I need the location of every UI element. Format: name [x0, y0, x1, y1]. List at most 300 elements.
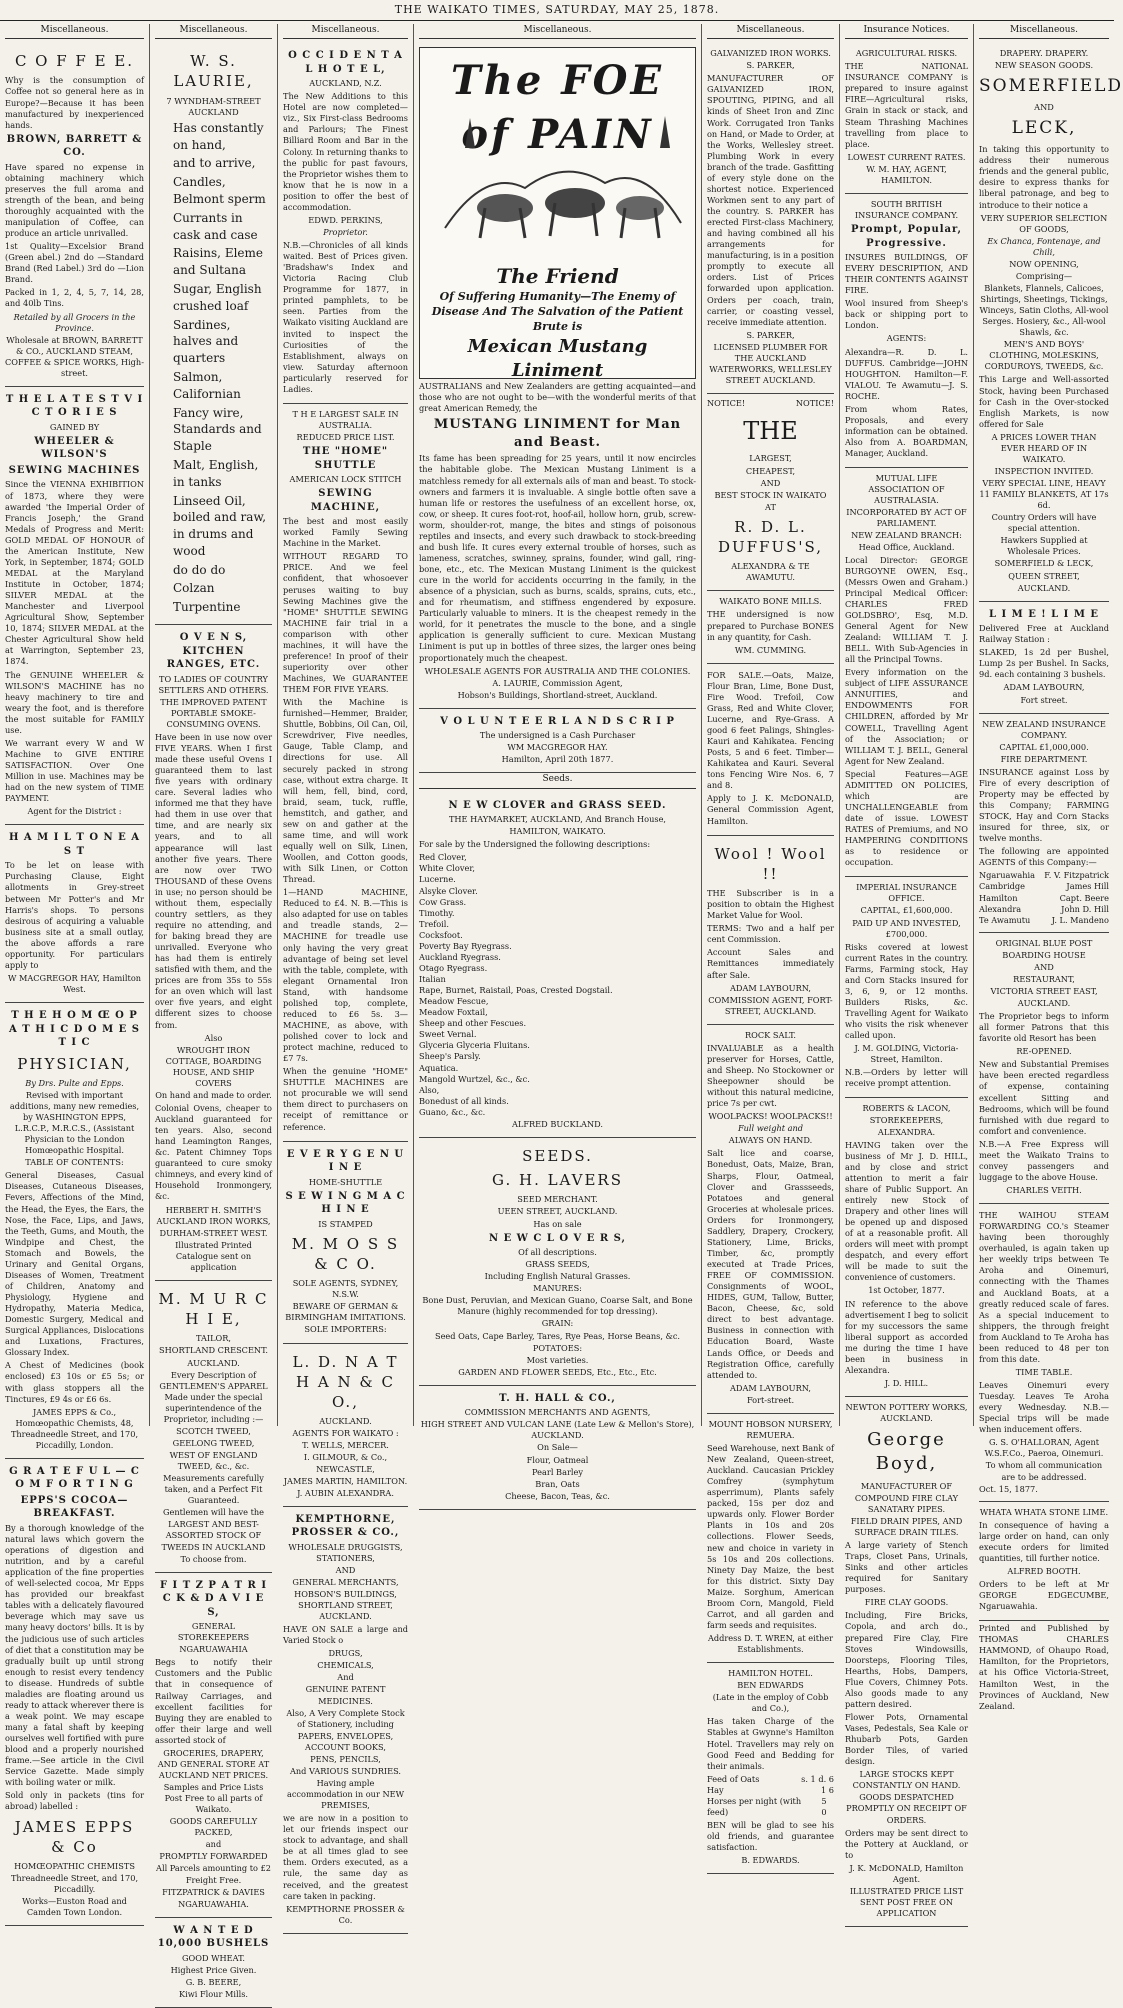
- ad-text: AUCKLAND, N.Z.: [309, 78, 382, 89]
- ad-text: VICTORIA STREET EAST,: [990, 985, 1098, 996]
- agent-row: [979, 915, 1109, 926]
- ad-text: AUCKLAND.: [1017, 998, 1071, 1009]
- ad-title: SEEDS.: [522, 1146, 593, 1165]
- ad-text: 1st October, 1877.: [868, 1285, 945, 1296]
- mustang-banner: [419, 47, 696, 379]
- banner-script-body: Of Suffering Humanity—The Enemy of Disease And The Salvation of the Patient Brute is: [431, 290, 684, 333]
- ad-text: GENERAL STOREKEEPERS: [177, 1621, 250, 1643]
- ad-text: Fort street.: [1020, 694, 1068, 705]
- ad-text: LARGEST AND BEST-ASSORTED STOCK OF TWEEDS IN AUCKLAND: [161, 1519, 266, 1552]
- agent-row: [979, 870, 1109, 881]
- agent-row: [979, 881, 1109, 892]
- ad-title: F I T Z P A T R I C K & D A V I E S,: [159, 1579, 268, 1618]
- ad-text: A large variety of Stench Traps, Closet Pans, Urinals, Sinks and other articles required for Sanitary purposes.: [845, 1540, 968, 1595]
- home-shuttle-ad: [283, 404, 408, 1142]
- ad-title: M. M U R C H I E,: [158, 1289, 269, 1329]
- ad-text: AGENTS:: [886, 333, 927, 344]
- ad-text: A Chest of Medicines (book enclosed) £3 10s or £5 5s; or with glass stoppers all the Tinctures, £9 4s or £6 6s.: [5, 1360, 144, 1404]
- ad-text: PROMPTLY FORWARDED: [159, 1851, 268, 1862]
- ad-text: Salt lice and coarse, Bonedust, Oats, Maize, Bran, Sharps, Flour, Oatmeal, Clover and Grassseeds, Potatoes and general Groceries at wholesale prices. Orders for Ironmongery, Saddlery, Drapery, Crockery, Stationery, Lime, Bricks, Timber, &c, promptly executed at Trade Prices, FREE OF COMMISSION. Consignments of WOOL, HIDES, GUM, Tallow, Butter, Bacon, Cheese, &c, sold direct to best advantage. Business in connection with Education Board, Waste Lands Office, or Deeds and Registration Office, carefully attended to.: [707, 1148, 834, 1380]
- notice-row: [707, 398, 834, 409]
- ad-text: GROCERIES, DRAPERY, AND GENERAL STORE AT AUCKLAND NET PRICES.: [157, 1747, 270, 1780]
- ad-text: ILLUSTRATED PRICE LIST SENT POST FREE ON APPLICATION: [849, 1885, 964, 1919]
- ad-text: Country Orders will have special attention.: [991, 512, 1097, 534]
- ad-text: On Sale—: [537, 1442, 578, 1453]
- ad-text: UEEN STREET, AUCKLAND.: [497, 1206, 618, 1217]
- column-heading: Miscellaneous.: [707, 24, 834, 39]
- ad-text: INCORPORATED BY ACT OF PARLIAMENT.: [846, 507, 967, 529]
- list-item: And: [337, 1672, 354, 1683]
- ad-text: AUCKLAND.: [1017, 582, 1071, 593]
- ad-text: Hamilton, April 20th 1877.: [501, 754, 614, 765]
- wheeler-wilson-ad: [5, 387, 144, 825]
- ad-firm: EDWD. PERKINS,: [308, 214, 383, 225]
- ad-firm: ADAM LAYBOURN,: [1003, 682, 1085, 693]
- column-heading: Miscellaneous.: [419, 24, 696, 39]
- list-item: SCOTCH TWEED,: [176, 1425, 251, 1436]
- ad-text: The following are appointed AGENTS of this Company:—: [979, 846, 1109, 868]
- ad-firm: W. M. HAY, AGENT, HAMILTON.: [866, 163, 947, 185]
- ad-text: Including English Natural Grasses.: [484, 1271, 631, 1282]
- imprint: Printed and Published by THOMAS CHARLES HAMMOND, of Ohaupo Road, Hamilton, for the Proprietors, at his Office Victoria-Street, Hamilton West, in the Provinces of Auckland, New Zealand.: [979, 1623, 1109, 1711]
- ad-text: HAMILTON, WAIKATO.: [509, 826, 606, 837]
- ad-text: THE Subscriber is in a position to obtain the Highest Market Value for Wool.: [707, 888, 834, 921]
- ad-text: TERMS: Two and a half per cent Commission.: [707, 923, 834, 945]
- ad-text: AUCKLAND.: [187, 1357, 240, 1368]
- list-item: Poverty Bay Ryegrass.: [419, 940, 512, 951]
- ad-text: Every information on the subject of LIFE ASSURANCE ANNUITIES, and ENDOWMENTS FOR CHILDREN, afforded by Mr COWELL, Travelling Agent of the Association; or WILLIAM T. J. BELL, General Agent for New Zealand.: [845, 667, 968, 766]
- list-item: PAPERS, ENVELOPES, ACCOUNT BOOKS,: [297, 1730, 394, 1752]
- price-item: Horses per night (with feed): [707, 1795, 802, 1817]
- notice-left: NOTICE!: [707, 398, 746, 409]
- ad-firm: SOMERFIELD: [979, 76, 1123, 97]
- ad-text: AUCKLAND.: [319, 1416, 372, 1427]
- ad-text: GRASS SEEDS,: [525, 1259, 590, 1270]
- waihou-steam-ad: [979, 1204, 1109, 1502]
- ad-text: Revised with important additions, many new remedies, by WASHINGTON EPPS, L.R.C.P., M.R.C.S., (Assistant Physician to the London Homœopathic Hospital.: [9, 1089, 140, 1156]
- whata-whata-ad: [979, 1502, 1109, 1622]
- ad-text: SOLE IMPORTERS:: [304, 1324, 387, 1335]
- list-item: And VARIOUS SUNDRIES.: [289, 1765, 402, 1776]
- ad-text: MANUFACTURER OF: [860, 1480, 953, 1491]
- list-item: Linseed Oil, boiled and raw, in drums and wood: [173, 493, 267, 558]
- coffee-ad: [5, 43, 144, 387]
- ad-text: Flower Pots, Ornamental Vases, Pedestals, Sea Kale or Rhubarb Pots, Garden Border Tiles, of varied design.: [845, 1711, 968, 1767]
- ad-text: MANURES:: [533, 1283, 582, 1294]
- list-item: Bonedust of all kinds.: [419, 1095, 509, 1106]
- ad-text: In consequence of having a large order on hand, can only execute orders for limited quantities, till further notice.: [979, 1519, 1109, 1563]
- column-heading: Insurance Notices.: [845, 24, 968, 39]
- ad-text: we are now in a position to let our friends inspect our stock to advantage, and shall be at all times glad to see them. Orders executed, as a rule, the same day as received, and the greatest care taken in packing.: [283, 1813, 408, 1901]
- ad-title: Wool ! Wool !!: [714, 844, 827, 883]
- ad-text: Packed in 1, 2, 4, 5, 7, 14, 28, and 40lb Tins.: [5, 287, 144, 309]
- list-item: Colzan: [173, 581, 215, 596]
- list-item: Candles, Belmont sperm: [173, 175, 266, 206]
- ad-text: Also: [204, 1032, 223, 1043]
- list-item: Otago Ryegrass.: [419, 962, 488, 973]
- ad-title: H A M I L T O N E A S T: [9, 832, 140, 857]
- column-3: [278, 24, 414, 1925]
- buckland-seeds-ad: [419, 793, 696, 1138]
- ad-text: N.B.—Chronicles of all kinds waited. Best of Prices given. 'Bradshaw's Index and Victoria Racing Club Programme for 1877, in printed pamphlets, to be seen. Parties from the Waikato visiting Auckland are invited to inspect the Curiosities of the Establishment, always on view. Saturday afternoon particularly reserved for Ladies.: [283, 240, 408, 394]
- ad-text: DURHAM-STREET WEST.: [159, 1227, 268, 1238]
- ad-text: LOWEST CURRENT RATES.: [847, 151, 966, 162]
- ad-text: Hawkers Supplied at Wholesale Prices.: [1000, 535, 1088, 557]
- ad-text: INSURES BUILDINGS, OF EVERY DESCRIPTION, AND THEIR CONTENTS AGAINST FIRE.: [845, 252, 968, 296]
- ad-text: LARGE STOCKS KEPT CONSTANTLY ON HAND.: [852, 1769, 961, 1791]
- ad-text: All Parcels amounting to £2 Freight Free.: [156, 1863, 271, 1885]
- ad-text: AUSTRALIANS and New Zealanders are getting acquainted—and those who are not ought to be—with the wonderful merits of that great American Remedy, the: [419, 381, 696, 414]
- ad-text: The best and most easily worked Family Sewing Machine in the Market.: [283, 516, 408, 549]
- price-row: [707, 1785, 834, 1796]
- ad-text: COMMISSION MERCHANTS AND AGENTS,: [464, 1407, 651, 1418]
- ad-firm: FITZPATRICK & DAVIES: [162, 1886, 265, 1897]
- ad-text: We warrant every W and W Machine to GIVE ENTIRE SATISFACTION. Over One Million in use. Machines may be had on the new system of TIME PAYMENT.: [5, 737, 144, 804]
- column-heading: Miscellaneous.: [5, 24, 144, 39]
- ad-text: New and Substantial Premises have been erected regardless of expense, containing excellent Sitting and Bedrooms, which will be found furnished with due regard to comfort and convenience.: [979, 1059, 1109, 1136]
- ad-text: SHORTLAND CRESCENT.: [159, 1345, 268, 1356]
- ad-text: Comprising—: [1015, 270, 1073, 281]
- ad-firm: WM MACGREGOR HAY.: [507, 742, 608, 753]
- banner-script: [430, 263, 685, 383]
- ad-title: O V E N S, KITCHEN RANGES, ETC.: [166, 632, 261, 671]
- ad-firm: BEN EDWARDS: [737, 1680, 804, 1691]
- ad-text: Orders to be left at Mr GEORGE EDGECUMBE, Ngaruawahia.: [979, 1579, 1109, 1612]
- ad-text: Having ample accommodation in our NEW PREMISES,: [286, 1777, 405, 1811]
- ad-subtitle: S E W I N G M A C H I N E: [285, 1190, 406, 1216]
- ad-firm: B. EDWARDS.: [741, 1855, 800, 1866]
- ad-text: Agent for the District :: [27, 806, 122, 817]
- ad-title: GALVANIZED IRON WORKS.: [710, 48, 831, 59]
- list-item: Alsyke Clover.: [419, 885, 478, 896]
- ad-subtitle: EPPS'S COCOA—BREAKFAST.: [20, 1494, 129, 1520]
- list-item: Salmon, Californian: [173, 369, 241, 401]
- ad-text: Full weight and: [737, 1123, 804, 1134]
- blue-post-ad: [979, 933, 1109, 1204]
- price-row: [707, 1796, 834, 1818]
- list-item: Also,: [419, 1084, 440, 1095]
- column-4: [414, 24, 702, 1501]
- list-item: Glyceria Glyceria Fluitans.: [419, 1040, 530, 1051]
- ad-text: NGARUAWAHIA: [179, 1644, 248, 1655]
- ad-text: Ex Chanca, Fontenaye, and Chili,: [987, 235, 1101, 257]
- list-item: Timothy.: [419, 907, 455, 918]
- ad-title: DRAPERY. DRAPERY.: [999, 48, 1089, 59]
- ad-text: Risks covered at lowest current Rates in the country. Farms, Farming stock, Hay and Corn Stacks insured for 3, 6, 9, or 12 months. Builders Risks, &c. Travelling Agent for Waikato who visits the risk whenever called upon.: [845, 941, 968, 1041]
- ad-text: GOODS DESPATCHED PROMPTLY ON RECEIPT OF ORDERS.: [846, 1792, 967, 1825]
- list-item: Cow Grass.: [419, 896, 467, 907]
- ad-text: VERY SPECIAL LINE, HEAVY 11 FAMILY BLANKETS, AT 17s 6d.: [979, 478, 1109, 511]
- hall-ad: [419, 1386, 696, 1510]
- ad-text: WHOLESALE AGENTS FOR AUSTRALIA AND THE COLONIES.: [424, 665, 691, 676]
- ad-text: MANUFACTURER OF GALVANIZED IRON, SPOUTING, PIPING, and all kinds of Sheet Iron and Zinc Work. Corrugated Iron Tanks on Hand, or Made to Order, at the Works, Wellesley street. Plumbing Work in every branch of the trade. Gasfitting of every style done on the shortest notice. Experienced Workmen sent to any part of the country. S. PARKER has erected First-class Machinery, and having combined all his arrangements for manufacturing, is in a position promptly to execute all orders. List of Prices forwarded upon application. Orders per coach, train, carrier, or coasting vessel, receive immediate attention.: [707, 73, 835, 327]
- ad-subtitle: PHYSICIAN,: [17, 1054, 132, 1073]
- ad-text: From whom Rates, Proposals, and every information can be obtained. Also from A. BOARDMAN, Manager, Auckland.: [845, 403, 968, 459]
- ad-text: BEWARE OF GERMAN & BIRMINGHAM IMITATIONS.: [285, 1301, 406, 1323]
- ad-text: GAINED BY: [49, 421, 100, 432]
- ad-text: The Proprietor begs to inform all former Patrons that this favorite old Resort has been: [979, 1011, 1109, 1044]
- ad-title: T H E H O M Œ O P A T H I C D O M E S T I C: [9, 1010, 140, 1049]
- ad-title: L. D. N A T H A N & C O.,: [292, 1352, 399, 1412]
- ad-text: NOW OPENING,: [1009, 258, 1079, 269]
- ad-text: GENERAL MERCHANTS,: [292, 1576, 399, 1587]
- ad-title: NEW ZEALAND INSURANCE COMPANY.: [982, 718, 1106, 740]
- masthead: THE WAIKATO TIMES, SATURDAY, MAY 25, 1878.: [0, 0, 1114, 21]
- ad-title: WOOLPACKS! WOOLPACKS!!: [708, 1111, 833, 1122]
- ad-text: JAMES EPPS & Co., Homœopathic Chemists, 48, Threadneedle Street, and 170, Piccadilly, London.: [10, 1406, 139, 1450]
- seeds-row: [419, 773, 696, 1509]
- ad-firm: BROWN, BARRETT & CO.: [6, 133, 143, 159]
- ad-text: AND: [1034, 961, 1054, 972]
- banner-script-title: The Friend: [496, 264, 619, 289]
- homeopathic-ad: [5, 1003, 144, 1459]
- ad-text: HAVE ON SALE a large and Varied Stock o: [283, 1624, 408, 1646]
- list-item: Meadow Foxtail,: [419, 1007, 488, 1018]
- agent-name: John D. Hill: [1061, 903, 1109, 914]
- list-item: Italian: [419, 974, 446, 984]
- agent-name: James Hill: [1066, 881, 1109, 892]
- ad-text: BOARDING HOUSE: [1002, 949, 1086, 960]
- ad-title: W. S. LAURIE,: [173, 52, 254, 91]
- list-item: GENUINE PATENT MEDICINES.: [305, 1684, 386, 1706]
- ad-text: This Large and Well-assorted Stock, having been Purchased for Cash in the Over-stocked English Markets, is now offered for Sale: [979, 374, 1109, 429]
- ad-text: GARDEN AND FLOWER SEEDS, Etc., Etc., Etc.: [458, 1366, 657, 1377]
- list-item: Malt, English, in tanks: [173, 457, 259, 489]
- ad-text: NEW ZEALAND BRANCH: Head Office, Auckland.: [851, 530, 962, 552]
- ad-firm: R. D. L. DUFFUS'S,: [717, 517, 824, 557]
- ad-text: RESTAURANT,: [1013, 973, 1075, 984]
- list-item: JAMES MARTIN, HAMILTON.: [283, 1475, 408, 1486]
- ad-text: AMERICAN LOCK STITCH: [289, 474, 402, 485]
- ad-text: TIME TABLE.: [1015, 1366, 1073, 1377]
- ad-text: QUEEN STREET,: [1008, 570, 1080, 581]
- ad-text: HOME-SHUTTLE: [308, 1176, 383, 1187]
- ad-text: N E W C L O V E R S,: [488, 1232, 627, 1244]
- ad-text: TABLE OF CONTENTS:: [25, 1157, 124, 1168]
- ad-text: SLAKED, 1s 2d per Bushel, Lump 2s per Bushel. In Sacks, 9d. each containing 3 bushels.: [979, 647, 1109, 680]
- ad-text: Proprietor.: [323, 226, 368, 237]
- list-item: Guano, &c., &c.: [419, 1106, 486, 1117]
- galvanized-iron-ad: [707, 43, 834, 394]
- ad-text: Local Director: GEORGE BURGOYNE OWEN, Esq., (Messrs Owen and Graham.) Principal Medical Officer: CHARLES FRED GOLDSBRO', Esq, M.D. General Agent for New Zealand: WILLIAM T. J. BELL. With Sub-Agencies in all the Principal Towns.: [845, 554, 968, 665]
- ad-text: AND: [760, 477, 781, 488]
- ad-text: TAILOR,: [195, 1333, 232, 1344]
- list-item: Red Clover,: [419, 852, 467, 863]
- ad-text: GOOD WHEAT.: [182, 1952, 245, 1963]
- ad-text: The New Additions to this Hotel are now completed—viz., Six First-class Bedrooms and Parlours; The Finest Billiard Room and Bar in the Colony. In returning thanks to the public for past favours, the Proprietor wishes them to know that he is now in a position to offer the best of accommodation.: [283, 91, 408, 212]
- hamilton-hotel-ad: [707, 1663, 834, 1874]
- ad-text: Including, Fire Bricks, Copola, and arch do., prepared Fire Clay, Fire Stoves Windowsills, Doorsteps, Flooring Tiles, Hearths, Hobs, Dampers, Flue Covers, Chimney Pots. Also goods made to any pattern desired.: [845, 1610, 968, 1709]
- ad-text: GRAIN:: [541, 1318, 574, 1329]
- agent-town: Ngaruawahia: [979, 870, 1036, 881]
- rock-salt-ad: [707, 1025, 834, 1414]
- ad-text: BEST STOCK IN WAIKATO: [714, 489, 827, 500]
- ad-text: N.B.—A Free Express will meet the Waikato Trains to convey passengers and luggage to the above House.: [979, 1138, 1109, 1182]
- murchie-ad: [155, 1281, 272, 1573]
- ad-text: 1—HAND MACHINE, Reduced to £4. N. B.—This is also adapted for use on tables and treadle stands, 2—MACHINE for treadle use only having the very great advantage of being set level with the table, complete, with elegant Ornamental Iron Stand, with handsome polished top, complete, reduced to £6 5s. 3—MACHINE, as above, with polished cover to lock and protect machine, reduced to £7 7s.: [283, 887, 408, 1064]
- price-value: s. 1 d. 6: [801, 1773, 834, 1784]
- ad-text: AND: [1034, 102, 1054, 113]
- ad-text: Gentlemen will have the: [162, 1507, 264, 1518]
- ad-text: HOMŒOPATHIC CHEMISTS: [14, 1861, 135, 1872]
- ovens-ad: [155, 625, 272, 1281]
- ad-firm: ALFRED BOOTH.: [1007, 1565, 1081, 1576]
- price-item: Hay: [707, 1784, 724, 1795]
- ad-text: WITHOUT REGARD TO PRICE. And we feel confident, that whosoever peruses waiting to buy Sewing Machines give the "HOME" SHUTTLE SEWING MACHINE fair trial in a comparison with other machines, it will have the preference! In proof of their superiority over other Machines, We GUARANTEE THEM FOR FIVE YEARS.: [283, 551, 408, 695]
- ad-text: RE-OPENED.: [1016, 1046, 1072, 1057]
- ad-text: THE NATIONAL INSURANCE COMPANY is prepared to insure against FIRE—Agricultural risks, Grain in stack or stack, and Steam Thrashing Machines travelling from place to place.: [845, 61, 968, 149]
- ad-text: Seed Oats, Cape Barley, Tares, Rye Peas, Horse Beans, &c.: [434, 1330, 681, 1341]
- ad-text: When the genuine "HOME" SHUTTLE MACHINES are not procurable we will send them direct to purchasers on receipt of remittance or reference.: [283, 1066, 408, 1132]
- ad-text: GOODS CAREFULLY PACKED,: [169, 1816, 258, 1838]
- ad-text: The GENUINE WHEELER & WILSON'S MACHINE has no heavy machinery to tire and weary the foot, and is therefore the most suitable for FAMILY use.: [5, 669, 144, 735]
- ad-text: Has on sale: [533, 1218, 582, 1229]
- ad-title: AGRICULTURAL RISKS.: [855, 48, 958, 59]
- ad-text: Account Sales and Remittances immediately after Sale.: [707, 947, 834, 980]
- ad-text: Special Features—AGE ADMITTED ON POLICIES, which are UNCHALLENGEABLE from date of issue. LOWEST RATES of Premiums, and NO HAMPERING CONDITIONS as to residence or occupation.: [845, 768, 968, 868]
- agent-town: Te Awamutu: [979, 914, 1031, 925]
- nathan-ad: [283, 1344, 408, 1507]
- ad-text: REDUCED PRICE LIST.: [296, 432, 395, 443]
- ad-firm: J. D. HILL.: [884, 1377, 929, 1388]
- mustang-liniment-ad: [419, 43, 696, 709]
- ad-title: SOUTH BRITISH INSURANCE COMPANY.: [854, 198, 959, 220]
- ad-text: HOBSON'S BUILDINGS, SHORTLAND STREET, AUCKLAND.: [294, 1588, 397, 1622]
- lavers-ad: [419, 1138, 696, 1386]
- ad-text: N.B.—Orders by letter will receive prompt attention.: [845, 1067, 968, 1089]
- ad-text: Works—Euston Road and Camden Town London.: [22, 1896, 127, 1918]
- lime-ad: [979, 602, 1109, 714]
- ad-text: FIELD DRAIN PIPES, AND SURFACE DRAIN TILES.: [850, 1515, 963, 1537]
- ad-text: On hand and made to order.: [155, 1089, 272, 1100]
- ad-text: NEW SEASON GOODS.: [994, 60, 1094, 71]
- ad-text: Leaves Oinemuri every Tuesday. Leaves Te Aroha every Wednesday. N.B.—Special trips will be made when inducement offers.: [979, 1380, 1109, 1435]
- ad-text: ALEXANDRA.: [877, 1126, 936, 1137]
- nz-insurance-ad: [979, 714, 1109, 933]
- ad-text: W MACGREGOR HAY, Hamilton West.: [7, 972, 142, 995]
- ad-text: VERY SUPERIOR SELECTION OF GOODS,: [980, 212, 1108, 234]
- column-heading: Miscellaneous.: [155, 24, 272, 39]
- list-item: Sweet Vernal.: [419, 1029, 477, 1040]
- ad-text: IS STAMPED: [318, 1218, 373, 1229]
- agent-row: [979, 904, 1109, 915]
- ad-text: and: [205, 1839, 222, 1850]
- ad-title: T H E L A T E S T V I C T O R I E S: [5, 393, 144, 419]
- ad-text: Fort-street.: [746, 1394, 795, 1405]
- column-6: [840, 24, 974, 1919]
- ad-subtitle: SEWING MACHINES: [8, 464, 141, 476]
- goods-list: [155, 174, 272, 616]
- ad-title: T H E LARGEST SALE IN AUSTRALIA.: [292, 408, 399, 430]
- column-1: [0, 24, 150, 1918]
- list-item: Turpentine: [173, 600, 241, 615]
- ad-text: Seed Warehouse, next Bank of New Zealand, Queen-street, Auckland. Caucasian Prickley Comfrey (symphytum asperrimum), Plants safely packed, 15s per doz and upwards only. Flower Border Plants in 10s and 20s collections. Flower Seeds, new and choice in variety in 5s 10s and 20s collections. Ninety Day Maize, the best for this district. Sixty Day Maize. Sorghum, American Broom Corn, Mangold, Field Carrot, and all garden and farm seeds and requisites.: [707, 1442, 834, 1630]
- epps-cocoa-ad: [5, 1459, 144, 1926]
- ad-firm: G. B. BEERE,: [185, 1976, 242, 1987]
- ad-firm: THE "HOME" SHUTTLE: [302, 446, 389, 471]
- ad-text: Orders may be sent direct to the Pottery at Auckland, or to: [845, 1827, 968, 1860]
- list-item: CHEMICALS,: [317, 1660, 374, 1671]
- list-item: Trefoil.: [419, 918, 450, 929]
- list-item: Cocksfoot.: [419, 929, 463, 940]
- ad-text: To choose from.: [180, 1553, 247, 1564]
- list-item: Flour, Oatmeal: [526, 1454, 589, 1465]
- ad-title: WHATA WHATA STONE LIME.: [979, 1506, 1109, 1517]
- list-item: Cheese, Bacon, Teas, &c.: [505, 1490, 610, 1501]
- ad-title: THE: [743, 417, 798, 446]
- ad-text: Hobson's Buildings, Shortland-street, Auckland.: [457, 689, 658, 700]
- price-item: Feed of Oats: [707, 1773, 760, 1784]
- banner-script-product: Mexican Mustang Liniment: [467, 335, 648, 381]
- list-item: T. WELLS, MERCER.: [302, 1440, 389, 1451]
- ad-text: G. S. O'HALLORAN, Agent W.S.F.Co., Paeroa, Oinemuri.: [984, 1437, 1104, 1459]
- ad-text: Threadneedle Street, and 170, Piccadilly.: [10, 1873, 139, 1895]
- ad-title: MUTUAL LIFE ASSOCIATION OF AUSTRALASIA.: [868, 473, 945, 506]
- column-heading: Miscellaneous.: [979, 24, 1109, 39]
- ad-text: THE IMPROVED PATENT PORTABLE SMOKE-CONSUMING OVENS.: [160, 696, 267, 729]
- ad-text: Have been in use now over FIVE YEARS. When I first made these useful Ovens I guaranteed them to last five years with ordinary care. Several ladies who informed me that they have had them in use over that time, and are nearly six years, and to all appearance will last another five years. There are now over TWO THOUSAND of these Ovens in use; no person should be without them, especially country settlers, as they require no attending, and for baking bread they are unrivalled. Everyone who has had them is entirely satisfied with them, and the prices are from 35s to 55s for an oven which will last over five years, and eight different sizes to choose from.: [155, 731, 272, 1030]
- ad-text: PAID UP AND INVESTED, £700,000.: [852, 917, 961, 939]
- ad-text: AND: [335, 1564, 356, 1575]
- ad-text: HAVING taken over the business of Mr J. D. HILL, and by close and strict attention to merit a fair share of Public Support. An entirely new Stock of Drapery and other lines will be opened up and disposed of at a reasonable profit. All orders will meet with prompt despatch, and every effort will be made to suit the convenience of customers.: [845, 1139, 968, 1283]
- ad-text: INVALUABLE as a health preserver for Horses, Cattle, and Sheep. No Stockowner or Sheepowner should be without this natural medicine, price 7s per cwt.: [707, 1042, 834, 1109]
- ad-text: INSURANCE against Loss by Fire of every description of Property may be effected by this Company; FARMING STOCK, Hay and Corn Stacks insured for three, six, or twelve months.: [979, 766, 1109, 844]
- ad-text: Kiwi Flour Mills.: [178, 1988, 249, 1999]
- price-row: [707, 1774, 834, 1785]
- ad-text: Alexandra—R. D. L. DUFFUS. Cambridge—JOHN HOUGHTON. Hamilton—F. VIALOU. Te Awamutu—J. S. ROCHE.: [845, 346, 968, 401]
- ad-text: (Late in the employ of Cobb and Co.),: [712, 1692, 829, 1714]
- ad-text: Bone Dust, Peruvian, and Mexican Guano, Coarse Salt, and Bone Manure (highly recommended for top dressing).: [422, 1295, 693, 1317]
- ad-text: WHOLESALE DRUGGISTS, STATIONERS,: [288, 1541, 403, 1563]
- ad-title: W A N T E D 10,000 BUSHELS: [157, 1924, 270, 1950]
- ad-firm: George Boyd,: [867, 1429, 946, 1475]
- ad-title: HAMILTON HOTEL.: [728, 1668, 813, 1679]
- price-value: 5 0: [821, 1795, 827, 1817]
- ad-title: T. H. HALL & CO.,: [499, 1392, 616, 1404]
- ad-text: Since the VIENNA EXHIBITION of 1873, where they were awarded 'the Imperial Order of Francis Joseph,' the Grand Medals of Progress and Merit: GOLD MEDAL OF HONOUR of the American Institute, New York, in September, 1874; GOLD MEDAL at the Maryland Institute in October, 1874; SILVER MEDAL at the Manchester and Liverpool Agricultural Show, September 10, 1874; SILVER MEDAL at the Chester Agricultural Show held at Warrington, September 23, 1874.: [5, 479, 144, 667]
- ad-firm: CHARLES VEITH.: [1006, 1185, 1082, 1196]
- wool-ad: [707, 836, 834, 1025]
- list-item: White Clover,: [419, 863, 475, 874]
- ad-text: Its fame has been spreading for 25 years, until it now encircles the habitable globe. The Mexican Mustang Liniment is a matchless remedy for all externals ails of man and beast. To stock-owners and farmers it is invaluable. A single bottle often save a human life or restores the usefulness of an excellent horse, ox, cow, or sheep. It cures foot-rot, hoof-ail, hollow horn, grub, screw-worm, shoulder-rot, mange, the bites and stings of poisonous reptiles and insects, and every such drawback to stock-breeding and bush life. It cures every external trouble of horses, such as lameness, scratches, swinney, sprains, founder, wind gall, ring-bone, etc., etc. The Mexican Mustang Liniment is the quickest cure in the world for accidents occurring in the family, in the absence of a physician, such as burns, scalds, sprains, cuts, etc., and for rheumatism, and stiffness engendered by exposure. Particularly valuable to miners. It is the cheapest remedy in the world, for it penetrates the muscle to the bone, and a single application is generally sufficient to cure. Mexican Mustang Liniment is put up in bottles of three sizes, the larger ones being proportionately much the cheapest.: [419, 453, 697, 663]
- ad-text: ALWAYS ON HAND.: [728, 1135, 813, 1146]
- duffus-ad: [707, 394, 834, 591]
- ad-text: and to arrive,: [173, 156, 256, 171]
- ad-text: To whom all communication are to be addressed.: [985, 1460, 1103, 1482]
- ad-text: Of all descriptions.: [518, 1247, 597, 1258]
- ad-title: G R A T E F U L — C O M F O R T I N G: [9, 1465, 140, 1491]
- banner-title: The FOE of PAIN: [451, 57, 664, 159]
- ad-firm: M. M O S S & C O.: [291, 1234, 400, 1273]
- mount-hobson-ad: [707, 1414, 834, 1663]
- ad-firm: JAMES EPPS & Co: [14, 1817, 135, 1856]
- ad-text: NGARUAWAHIA.: [178, 1898, 249, 1909]
- ad-text: LICENSED PLUMBER FOR THE AUCKLAND WATERWORKS, WELLESLEY STREET AUCKLAND.: [709, 341, 832, 385]
- ad-title: V O L U N T E E R L A N D S C R I P: [440, 715, 675, 727]
- column-5: [702, 24, 840, 1866]
- ad-text: FIRE DEPARTMENT.: [1000, 753, 1088, 764]
- ad-text: Most varieties.: [526, 1354, 589, 1365]
- ad-title: N E W CLOVER and GRASS SEED.: [448, 799, 667, 811]
- ad-text: Samples and Price Lists Post Free to all parts of Waikato.: [163, 1782, 264, 1815]
- list-item: Sardines, halves and quarters: [173, 317, 239, 366]
- seeds-left: [419, 773, 696, 1509]
- ad-text: Apply to J. K. McDONALD, General Commission Agent, Hamilton.: [707, 793, 834, 826]
- price-value: 1 6: [820, 1784, 834, 1795]
- ad-firm: SOMERFIELD & LECK,: [994, 558, 1094, 569]
- ad-text: By Drs. Pulte and Epps.: [25, 1077, 124, 1088]
- ad-text: The undersigned is a Cash Purchaser: [479, 730, 636, 741]
